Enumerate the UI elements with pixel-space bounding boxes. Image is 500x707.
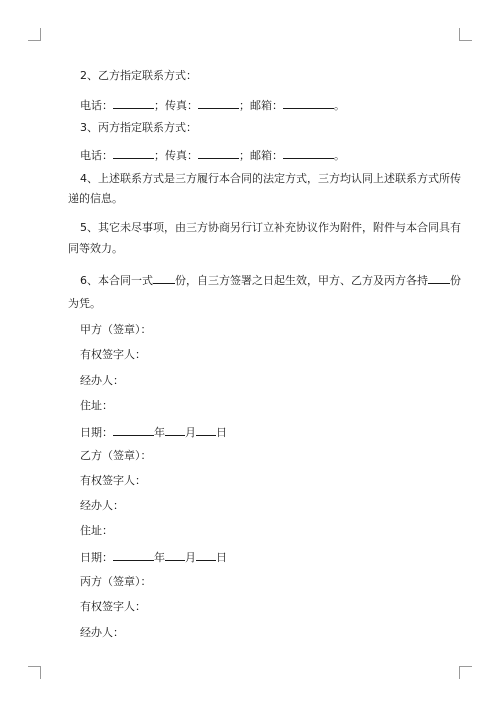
party-a-handler: 经办人： <box>80 374 124 387</box>
crop-mark-top-left <box>28 28 41 41</box>
clause-6-line-1: 6、本合同一式 份，自三方签署之日起生效，甲方、乙方及丙方各持 份 <box>80 274 461 287</box>
crop-mark-top-right <box>459 28 472 41</box>
clause-2-contact-line: 电话： ；传真： ；邮箱： 。 <box>80 99 345 112</box>
fax-blank <box>198 147 239 159</box>
party-b-handler: 经办人： <box>80 499 124 512</box>
fax-blank <box>198 97 239 109</box>
party-c-seal: 丙方（签章）： <box>80 575 152 588</box>
year-blank <box>113 424 154 436</box>
party-a-address: 住址： <box>80 399 113 412</box>
year-blank <box>113 549 154 561</box>
crop-mark-bottom-left <box>28 666 41 679</box>
party-c-handler: 经办人： <box>80 626 124 639</box>
month-blank <box>165 549 185 561</box>
clause-5-line-2: 同等效力。 <box>68 242 123 255</box>
clause-5-line-1: 5、其它未尽事项，由三方协商另行订立补充协议作为附件，附件与本合同具有 <box>80 221 461 234</box>
clause-3-heading: 3、丙方指定联系方式： <box>80 121 197 134</box>
crop-mark-bottom-right <box>459 666 472 679</box>
clause-4-line-2: 递的信息。 <box>68 192 123 205</box>
day-blank <box>196 424 216 436</box>
email-blank <box>283 97 334 109</box>
phone-blank <box>113 97 154 109</box>
clause-4-line-1: 4、上述联系方式是三方履行本合同的法定方式，三方均认同上述联系方式所传 <box>80 172 461 185</box>
email-blank <box>283 147 334 159</box>
party-a-seal: 甲方（签章）： <box>80 323 152 336</box>
party-a-signatory: 有权签字人： <box>80 348 146 361</box>
month-blank <box>165 424 185 436</box>
copies-blank <box>153 272 175 284</box>
copies-each-blank <box>428 272 450 284</box>
party-b-signatory: 有权签字人： <box>80 474 146 487</box>
clause-2-heading: 2、乙方指定联系方式： <box>80 69 197 82</box>
clause-6-line-2: 为凭。 <box>68 297 101 310</box>
clause-3-contact-line: 电话： ；传真： ；邮箱： 。 <box>80 149 345 162</box>
party-b-date: 日期： 年 月 日 <box>80 551 227 564</box>
day-blank <box>196 549 216 561</box>
party-a-date: 日期： 年 月 日 <box>80 426 227 439</box>
party-b-seal: 乙方（签章）： <box>80 449 152 462</box>
party-b-address: 住址： <box>80 524 113 537</box>
phone-blank <box>113 147 154 159</box>
party-c-signatory: 有权签字人： <box>80 600 146 613</box>
